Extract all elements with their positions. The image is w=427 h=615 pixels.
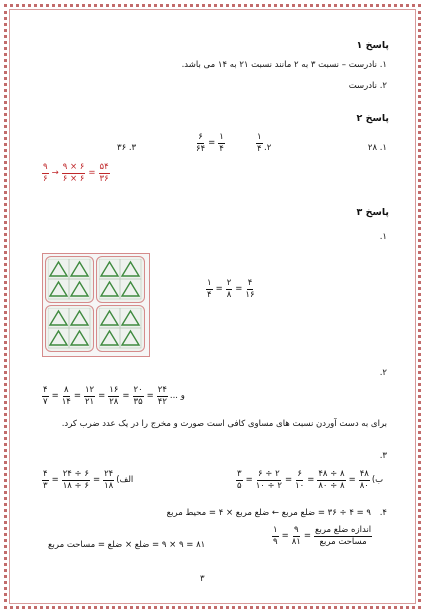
triangle-shape (101, 311, 118, 325)
answer-2-fraction: ۱ ۴ (257, 132, 262, 154)
grid-quarter (45, 305, 94, 352)
triangle-shape (71, 311, 88, 325)
triangle-shape (50, 331, 67, 345)
triangle-shape (71, 331, 88, 345)
triangle-shape (101, 262, 118, 276)
triangle-shape (101, 331, 118, 345)
series-tail: و ... (169, 391, 185, 401)
perimeter-line: ۹ = ۴ ÷ ۳۶ = ضلع مربع ← ضلع مربع × ۴ = محیط مربع (166, 508, 371, 518)
triangle-pattern (48, 308, 91, 349)
grid-quarter (96, 256, 145, 303)
part-3-alef: ۴ ۳ = ۲۴ ÷ ۶ ۱۸ ÷ ۶ = ۲۴ ۱۸ الف) (43, 469, 134, 491)
answer-3-part-2: ۲. (379, 368, 387, 378)
triangle-shape (122, 311, 139, 325)
triangle-shape (50, 282, 67, 296)
answer-1-title: پاسخ ۱ (356, 40, 389, 51)
answer-3-title: پاسخ ۳ (356, 207, 389, 218)
answer-3-part-1: ۱. (379, 232, 387, 242)
answer-1-line-1: ۱. نادرست – نسبت ۳ به ۲ مانند نسبت ۲۱ به ۱۴ می باشد. (181, 60, 387, 70)
answer-3-part-4: ۴. (379, 508, 387, 518)
triangle-pattern (48, 259, 91, 300)
triangle-shape (50, 262, 67, 276)
page-number: ۳ (200, 574, 205, 584)
triangle-shape (122, 262, 139, 276)
triangle-pattern (99, 259, 142, 300)
answer-2-conversion: ۹ ۶ → ۹ × ۶ ۶ × ۶ = ۵۴ ۳۶ (43, 162, 109, 184)
triangle-shape (122, 282, 139, 296)
answer-2-item-1: ۱. ۲۸ (367, 143, 387, 153)
triangle-shape (101, 282, 118, 296)
answer-2-item-3: ۳. ۳۶ (117, 143, 137, 153)
answer-3-note: برای به دست آوردن نسبت های مساوی کافی است صورت و مخرج را در یک عدد ضرب کرد. (61, 419, 387, 429)
part-3-b: ۳ ۵ = ۶ ÷ ۲ ۱۰ ÷ ۲ = ۶ ۱۰ = ۴۸ ÷ ۸ ۸۰ ÷ ۸ = ۴۸ ۸۰ ب) (237, 469, 384, 491)
answer-2-item-2: ۲. (264, 143, 272, 153)
triangle-shape (71, 282, 88, 296)
equivalent-series: ۴ ۷ = ۸ ۱۴ = ۱۲ ۲۱ = ۱۶ ۲۸ = ۲۰ ۳۵ = ۲۴ ۴۲ و ... (43, 385, 185, 407)
answer-2-title: پاسخ ۲ (356, 113, 389, 124)
fraction-grid-figure (42, 253, 150, 357)
answer-3-part-3: ۳. (379, 451, 387, 461)
triangle-pattern (99, 308, 142, 349)
grid-quarter (96, 305, 145, 352)
part-3-b-label: ب) (371, 475, 384, 485)
area-line: ۸۱ = ۹ × ۹ = ضلع × ضلع = مساحت مربع (48, 540, 206, 550)
area-ratio: ۱ ۹ = ۹ ۸۱ = اندازه ضلع مربع مساحت مربع (273, 525, 372, 547)
triangle-shape (122, 331, 139, 345)
grid-fractions: ۱ ۴ = ۲ ۸ = ۴ ۱۶ (207, 278, 255, 300)
answer-2-equation: ۶ ۶۴ = ۱ ۴ (196, 132, 224, 154)
triangle-shape (50, 311, 67, 325)
answer-1-line-2: ۲. نادرست (348, 81, 387, 91)
part-3-alef-label: الف) (116, 475, 134, 485)
grid-quarter (45, 256, 94, 303)
triangle-shape (71, 262, 88, 276)
